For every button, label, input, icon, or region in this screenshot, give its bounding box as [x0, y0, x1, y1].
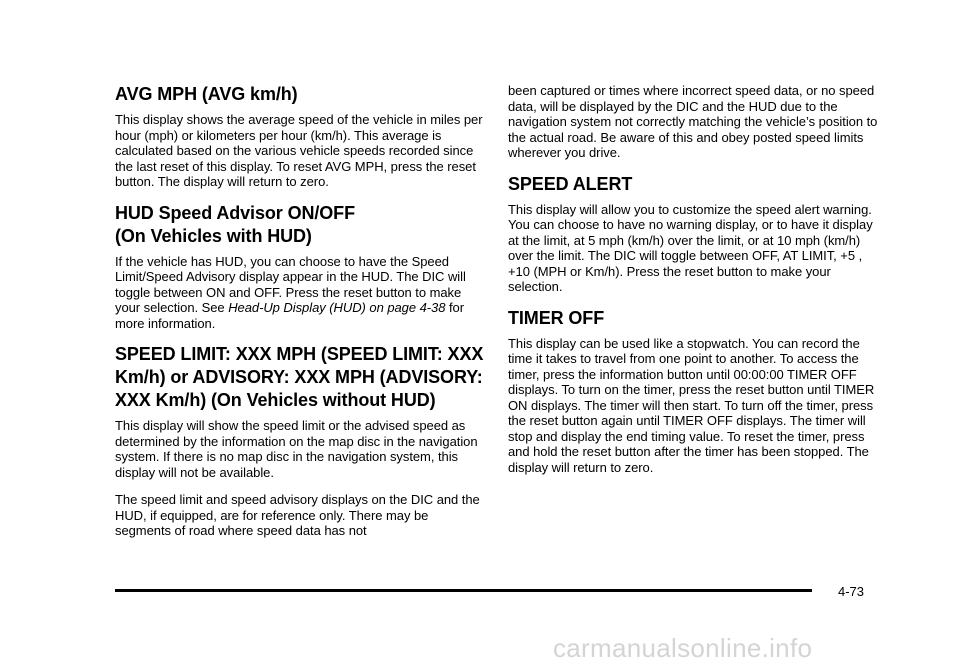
- hud-heading-line-2: (On Vehicles with HUD): [115, 225, 312, 246]
- hud-heading-line-1: HUD Speed Advisor ON/OFF: [115, 202, 355, 223]
- speed-alert-heading: SPEED ALERT: [508, 173, 633, 194]
- footer-rule: [115, 589, 812, 592]
- page-number: 4-73: [838, 584, 865, 599]
- head-up-display-reference-link[interactable]: Head-Up Display (HUD) on page 4-38: [228, 300, 446, 315]
- hud-paragraph-tail: for more information.: [115, 300, 465, 331]
- hud-paragraph-text: If the vehicle has HUD, you can choose to have the Speed Limit/Speed Advisory display appear in the HUD. The DIC will toggle between ON and OFF. Press the reset button to make your selection. See: [115, 253, 466, 315]
- avg-mph-paragraph: This display shows the average speed of the vehicle in miles per hour (mph) or kilometers per hour (km/h). This average is calculated based on the various vehicle speeds recorded since the last reset of this display. To reset AVG MPH, press the reset button. The display will return to zero.: [115, 112, 483, 189]
- hud-speed-advisor-paragraph: [115, 254, 487, 332]
- speed-limit-heading: SPEED LIMIT: XXX MPH (SPEED LIMIT: XXX Km/h) or ADVISORY: XXX MPH (ADVISORY: XXX Km/h) (On Vehicles without HUD): [115, 344, 484, 410]
- avg-mph-heading: AVG MPH (AVG km/h): [115, 84, 298, 104]
- right-column: [508, 83, 880, 475]
- speed-alert-paragraph: This display will allow you to customize the speed alert warning. You can choose to have no warning display, or to have it display at the limit, at 5 mph (km/h) over the limit, or at 10 mph (km/h) over the limit. The DIC will toggle between OFF, AT LIMIT, +5 , +10 (MPH or Km/h). Press the reset button to make your selection.: [508, 201, 873, 294]
- timer-off-paragraph: This display can be used like a stopwatch. You can record the time it takes to travel from one point to another. To access the timer, press the information button until 00:00:00 TIMER OFF displays. To turn on the timer, press the reset button until TIMER ON displays. The timer will then start. To turn off the timer, press the reset button again until TIMER OFF displays. The timer will stop and display the end timing value. To reset the timer, press and hold the reset button after the timer has been stopped. The display will return to zero.: [508, 335, 875, 475]
- speed-limit-paragraph-2: The speed limit and speed advisory displays on the DIC and the HUD, if equipped, are for reference only. There may be segments of road where speed data has not: [115, 492, 480, 538]
- hud-speed-advisor-heading: [115, 202, 487, 248]
- left-column: [115, 83, 487, 539]
- speed-data-continuation-paragraph: been captured or times where incorrect speed data, or no speed data, will be displayed by the DIC and the HUD due to the navigation system not correctly matching the vehicle’s position to the actual road. Be aware of this and obey posted speed limits wherever you drive.: [508, 83, 878, 160]
- watermark-text: carmanualsonline.info: [553, 633, 813, 663]
- speed-limit-paragraph-1: This display will show the speed limit or the advised speed as determined by the information on the map disc in the navigation system. If there is no map disc in the navigation system, this display will not be available.: [115, 418, 478, 480]
- timer-off-heading: TIMER OFF: [508, 307, 605, 328]
